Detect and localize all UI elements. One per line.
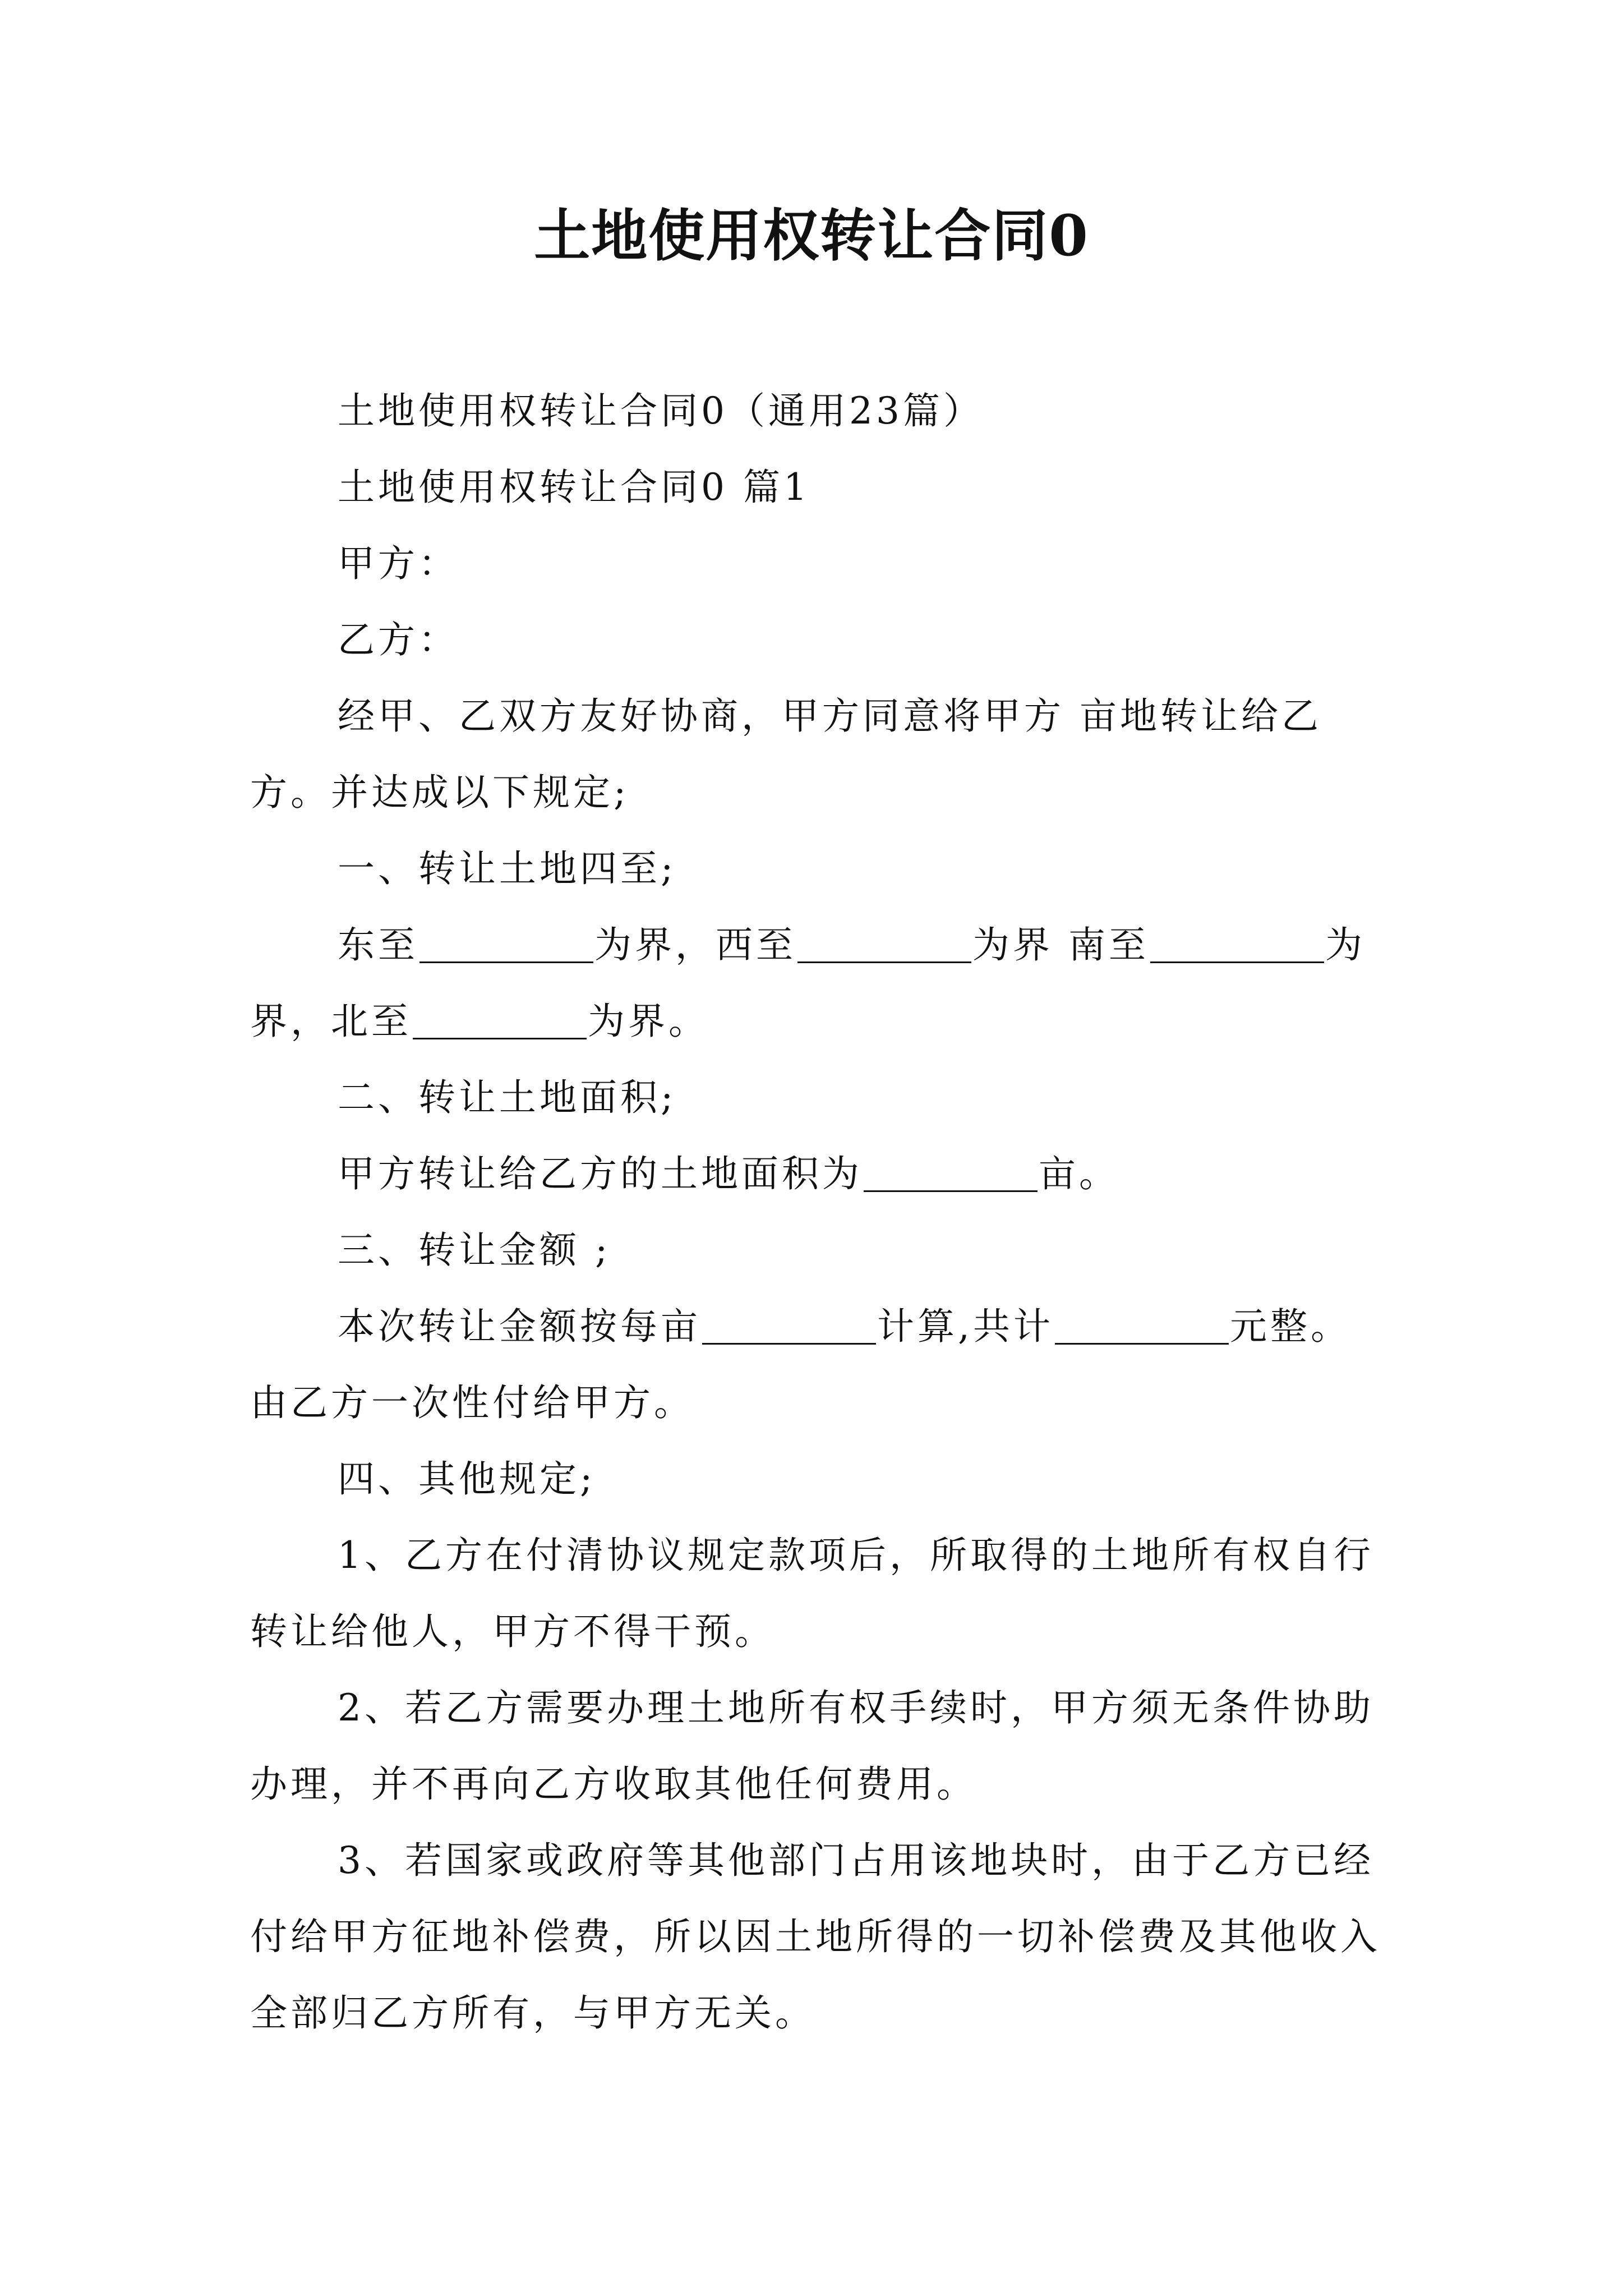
paragraph-agreement-intro: 经甲、乙双方友好协商，甲方同意将甲方 亩地转让给乙方。并达成以下规定; [250, 694, 1322, 814]
paragraph-clause-4-heading: 四、其他规定; [338, 1457, 596, 1501]
paragraph-rule-2: 2、若乙方需要办理土地所有权手续时，甲方须无条件协助办理，并不再向乙方收取其他任何费用。 [250, 1686, 1374, 1806]
document-title: 土地使用权转让合同0 [534, 203, 1089, 269]
paragraph-area [250, 1136, 1387, 1212]
blank-south [1150, 924, 1324, 963]
boundary-south-label: 为界 南至 [972, 923, 1149, 967]
blank-west [797, 924, 971, 963]
paragraph-clause-3-heading: 三、转让金额 ; [338, 1228, 611, 1272]
blank-east [419, 924, 593, 963]
paragraph-party-a: 甲方： [338, 542, 459, 585]
area-label: 甲方转让给乙方的土地面积为 [338, 1152, 863, 1195]
blank-price-per-mu [702, 1306, 876, 1345]
paragraph-boundaries [250, 907, 1387, 1060]
paragraph-clause-1-heading: 一、转让土地四至; [338, 847, 677, 890]
paragraph-rule-3: 3、若国家或政府等其他部门占用该地块时，由于乙方已经付给甲方征地补偿费，所以因土地所得的一切补偿费及其他收入全部归乙方所有，与甲方无关。 [250, 1839, 1381, 2035]
blank-area [864, 1153, 1038, 1192]
blank-north [413, 1001, 587, 1039]
boundary-west-label: 为界，西至 [594, 923, 796, 967]
amount-payment-text: 元整。由乙方一次性付给甲方。 [250, 1305, 1351, 1424]
amount-total-label: 计算,共计 [877, 1305, 1054, 1348]
paragraph-section-heading: 土地使用权转让合同0 篇1 [338, 466, 810, 509]
blank-total-amount [1055, 1306, 1229, 1345]
paragraph-party-b: 乙方： [338, 618, 459, 661]
paragraph-subtitle: 土地使用权转让合同0（通用23篇） [338, 389, 984, 432]
boundary-east-label: 东至 [338, 923, 418, 967]
paragraph-clause-2-heading: 二、转让土地面积; [338, 1076, 677, 1119]
area-unit: 亩。 [1039, 1152, 1119, 1195]
paragraph-amount [250, 1289, 1387, 1441]
paragraph-rule-1: 1、乙方在付清协议规定款项后，所取得的土地所有权自行转让给他人，甲方不得干预。 [250, 1534, 1374, 1653]
boundary-end: 为界。 [588, 1000, 709, 1043]
document-body [250, 373, 1387, 2051]
amount-per-mu-label: 本次转让金额按每亩 [338, 1305, 701, 1348]
boundary-north-label: 为界，北至 [250, 923, 1366, 1043]
